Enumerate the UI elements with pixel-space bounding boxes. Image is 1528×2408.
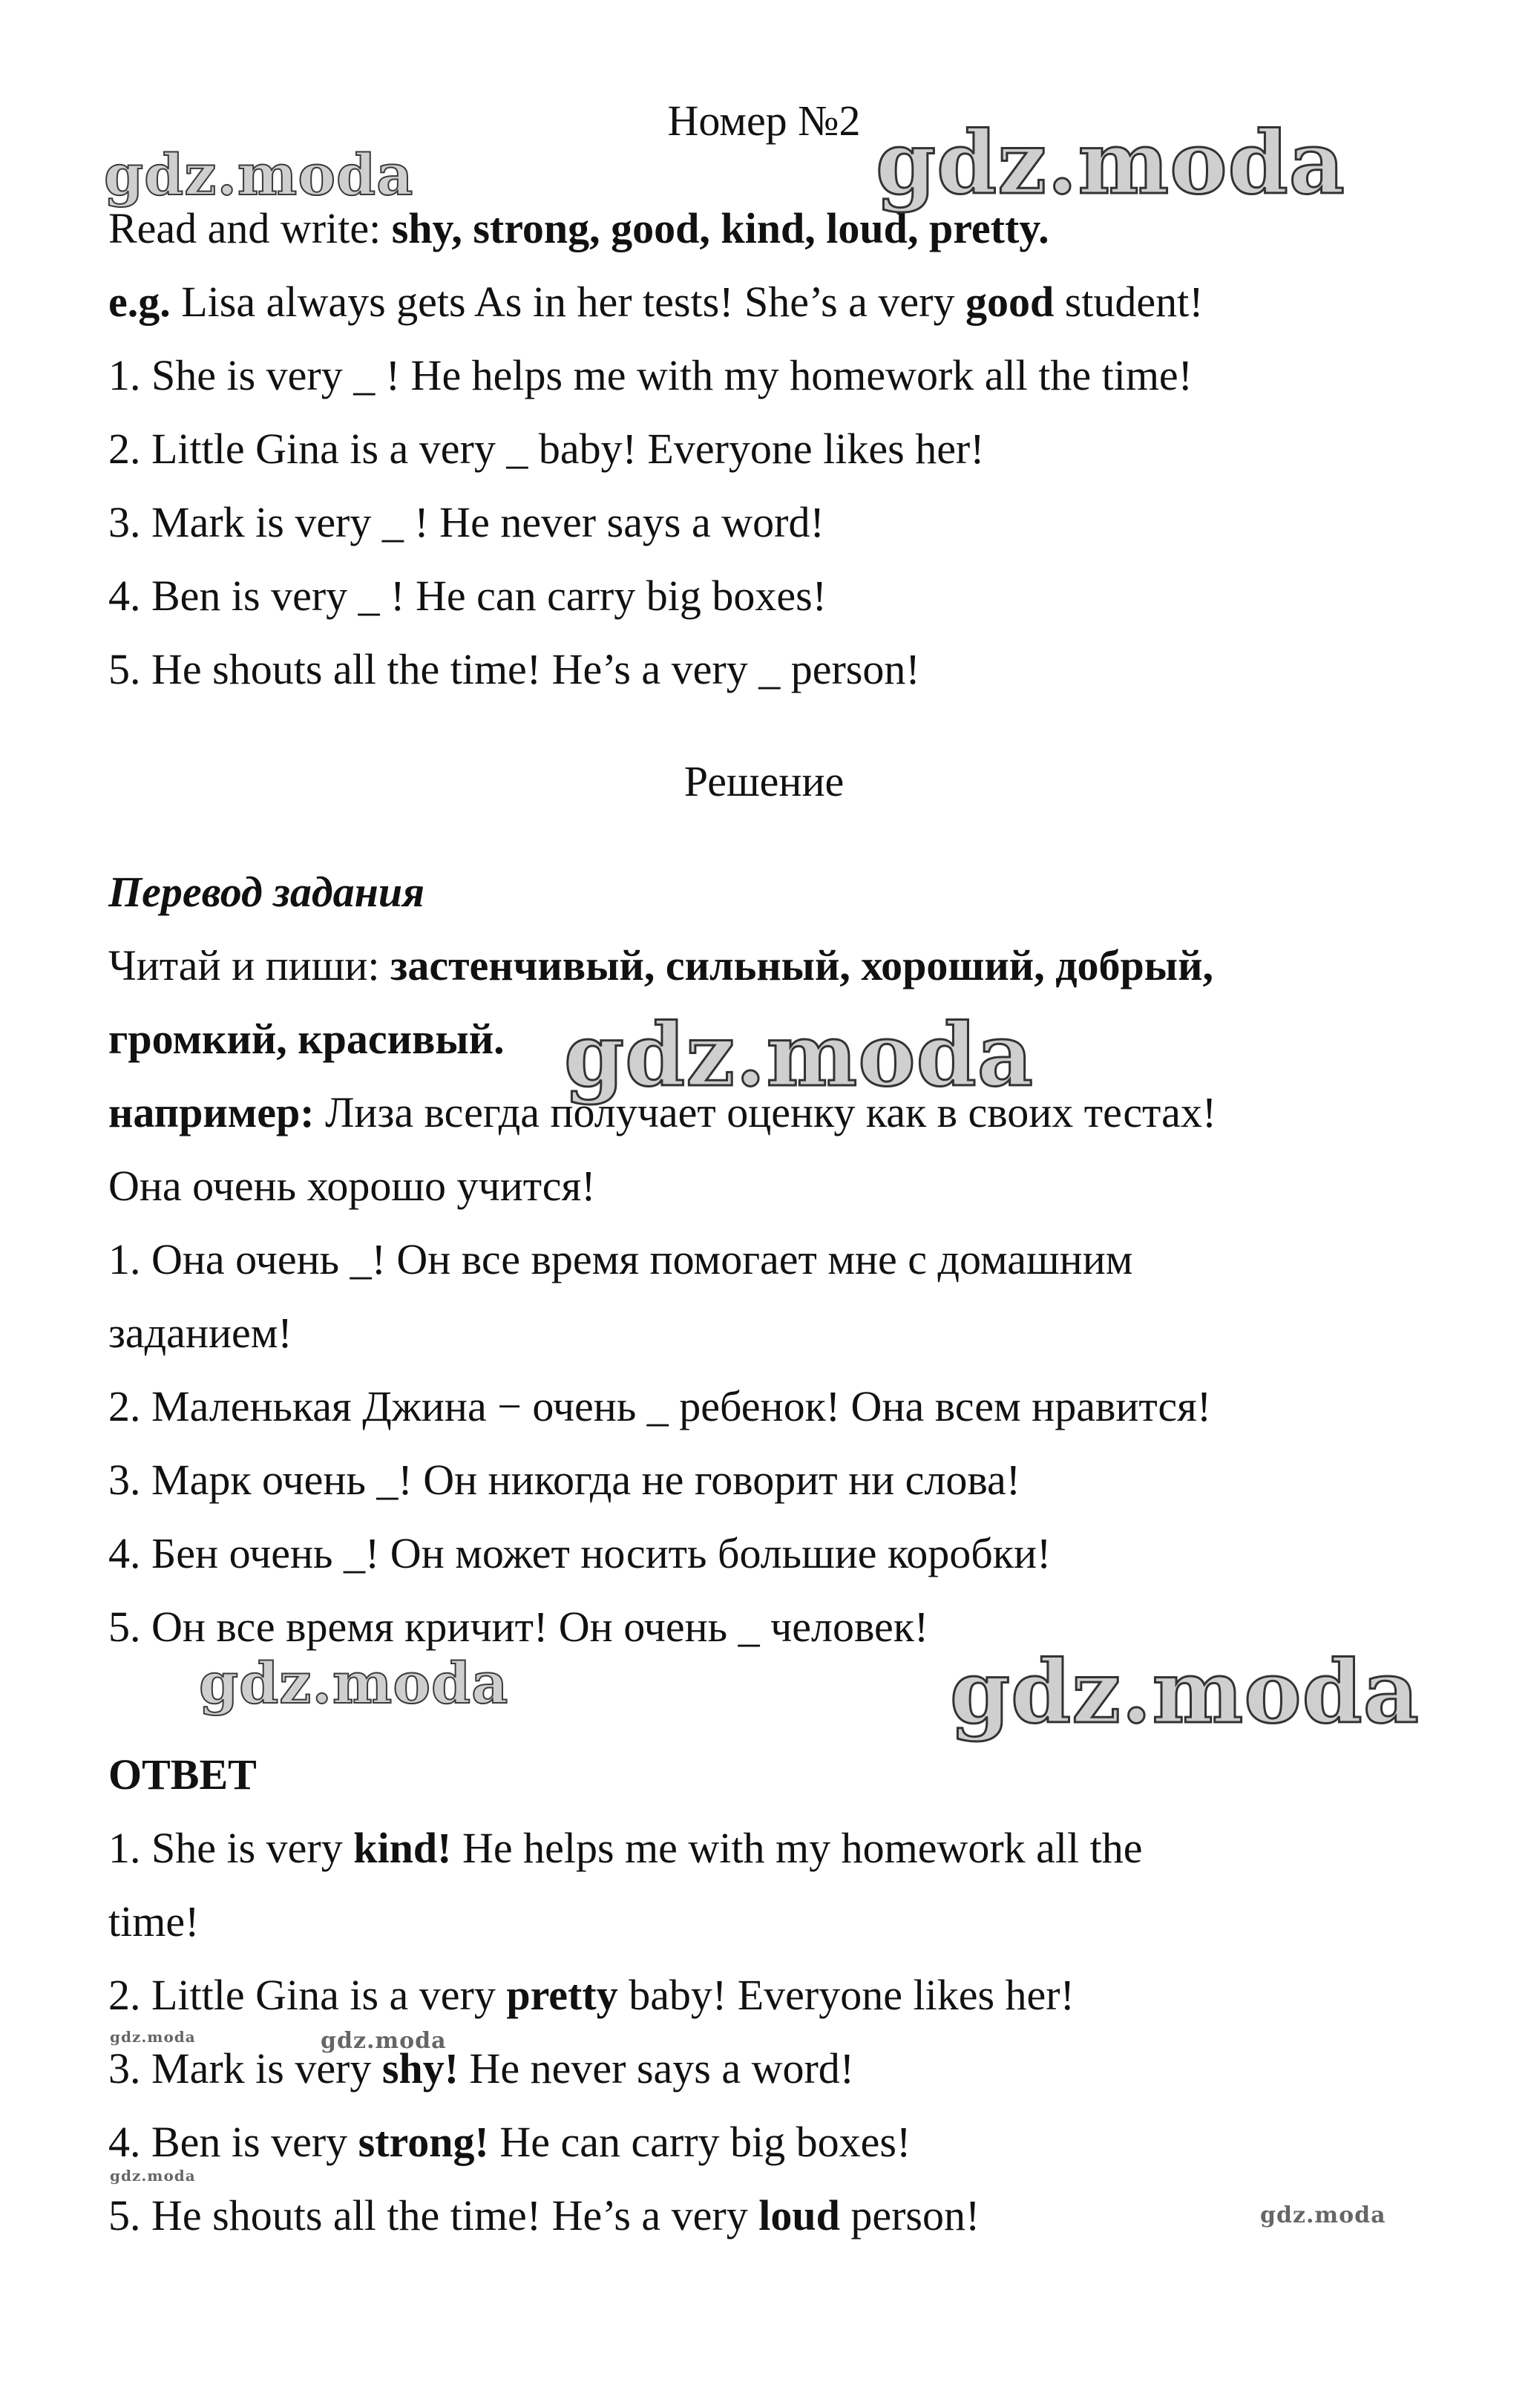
answer-text: 5. He shouts all the time! He’s a very [108, 2191, 759, 2239]
answer-item-cont: time! [108, 1897, 200, 1946]
task-item: 1. She is very _ ! He helps me with my homework all the time! [108, 351, 1193, 399]
translation-item: 1. Она очень _! Он все время помогает мне с домашним [108, 1235, 1133, 1283]
instruction-prefix: Read and write: [108, 204, 392, 252]
translation-item: 5. Он все время кричит! Он очень _ человек! [108, 1603, 929, 1651]
answer-heading-text: ОТВЕТ [108, 1750, 257, 1799]
translation-words-1: застенчивый, сильный, хороший, добрый, [390, 941, 1214, 989]
task-item: 5. He shouts all the time! He’s a very _ person! [108, 645, 920, 693]
watermark-logo: gdz.moda [950, 1642, 1420, 1743]
watermark-logo: gdz.moda [321, 2028, 447, 2054]
watermark-logo: gdz.moda [564, 1005, 1034, 1106]
answer-item [108, 2044, 1444, 2093]
example-word: good [965, 278, 1055, 326]
answer-text: 4. Ben is very [108, 2118, 358, 2166]
answer-text: He helps me with my homework all the [451, 1824, 1143, 1872]
example-text: Lisa always gets As in her tests! She’s a very [170, 278, 965, 326]
answer-word: pretty [506, 1971, 618, 2019]
translation-heading: Перевод задания [108, 868, 424, 916]
watermark-logo: gdz.moda [199, 1650, 509, 1716]
answer-text: 3. Mark is very [108, 2044, 382, 2093]
task-item: 4. Ben is very _ ! He can carry big boxes! [108, 572, 827, 620]
translation-item-cont: заданием! [108, 1309, 292, 1357]
answer-text: He never says a word! [459, 2044, 855, 2093]
solution-heading: Решение [683, 757, 845, 805]
watermark-logo: gdz.moda [1260, 2202, 1386, 2228]
answer-item [108, 2191, 1444, 2240]
translation-item: 2. Маленькая Джина − очень _ ребенок! Она всем нравится! [108, 1382, 1212, 1430]
watermark-logo: gdz.moda [110, 2167, 196, 2185]
watermark-logo: gdz.moda [876, 113, 1345, 214]
answer-word: strong! [358, 2118, 489, 2166]
task-item: 2. Little Gina is a very _ baby! Everyone likes her! [108, 425, 985, 473]
translation-words-2: громкий, красивый. [108, 1015, 505, 1063]
translation-instruction-prefix: Читай и пиши: [108, 941, 391, 989]
answer-item [108, 1971, 1444, 2020]
instruction-words: shy, strong, good, kind, loud, pretty. [391, 204, 1049, 252]
task-example [108, 278, 1444, 327]
translation-item: 3. Марк очень _! Он никогда не говорит ни слова! [108, 1456, 1021, 1504]
watermark-logo: gdz.moda [104, 142, 414, 208]
answer-text: person! [839, 2191, 980, 2239]
answer-heading [108, 1750, 1444, 1799]
translation-example-text: Лиза всегда получает оценку как в своих тестах! [314, 1088, 1217, 1136]
answer-text: baby! Everyone likes her! [617, 1971, 1075, 2019]
translation-instruction [108, 941, 1444, 990]
watermark-logo: gdz.moda [110, 2028, 196, 2046]
answer-word: kind! [353, 1824, 452, 1872]
task-item: 3. Mark is very _ ! He never says a word! [108, 498, 824, 546]
translation-example-prefix: например: [108, 1088, 315, 1136]
example-prefix: e.g. [108, 278, 171, 326]
answer-text: 2. Little Gina is a very [108, 1971, 507, 2019]
answer-item [108, 2118, 1444, 2167]
example-text-end: student! [1054, 278, 1204, 326]
page-title: Номер №2 [667, 96, 861, 145]
translation-item: 4. Бен очень _! Он может носить большие коробки! [108, 1529, 1052, 1577]
answer-text: He can carry big boxes! [488, 2118, 911, 2166]
answer-item [108, 1824, 1444, 1873]
answer-word: shy! [381, 2044, 459, 2093]
answer-text: 1. She is very [108, 1824, 354, 1872]
answer-word: loud [758, 2191, 840, 2239]
translation-example-cont: Она очень хорошо учится! [108, 1162, 596, 1210]
